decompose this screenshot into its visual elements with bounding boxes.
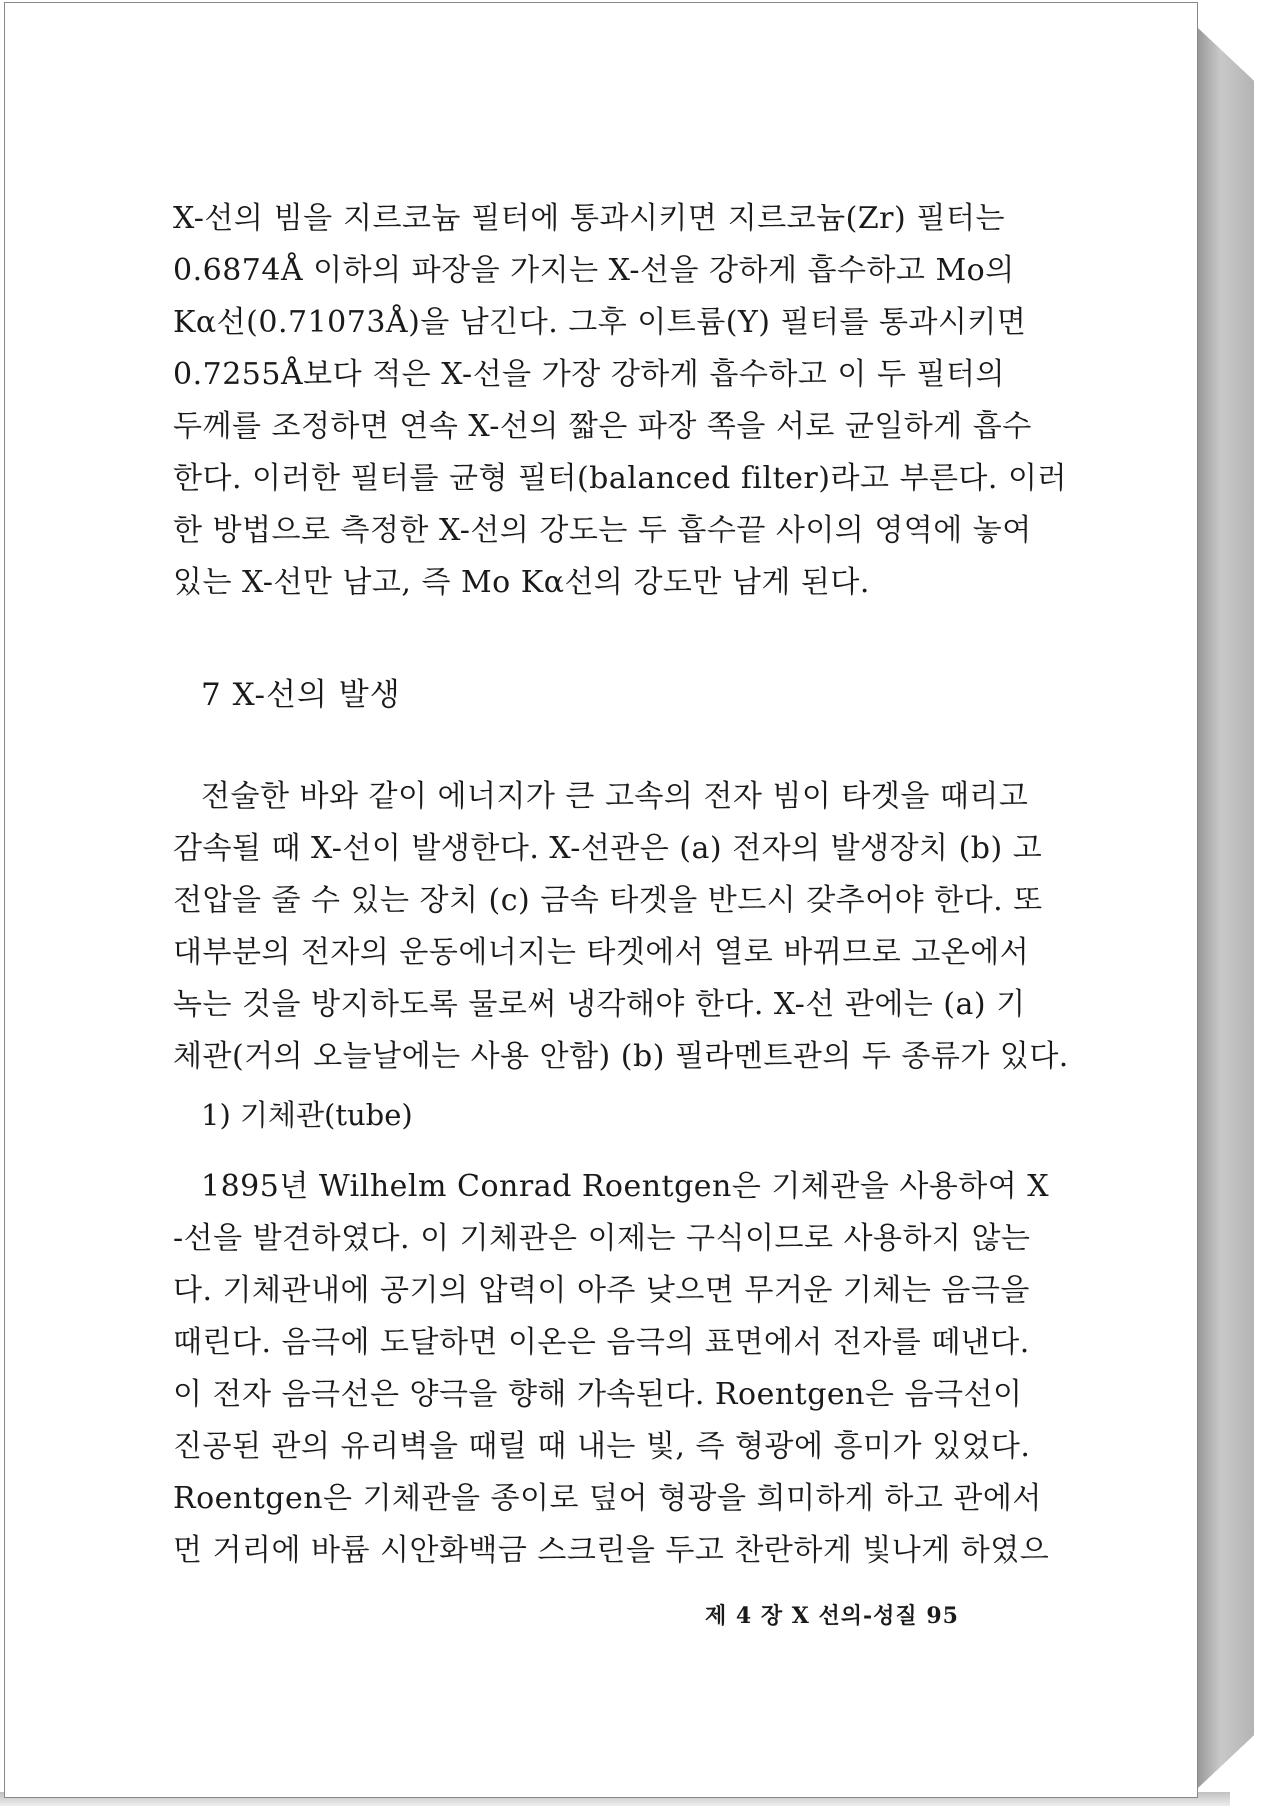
text-line: 먼 거리에 바륨 시안화백금 스크린을 두고 찬란하게 빛나게 하였으 — [173, 1533, 1050, 1568]
text-line: 두께를 조정하면 연속 X-선의 짧은 파장 쪽을 서로 균일하게 흡수 — [173, 409, 1032, 444]
text-line: 이 전자 음극선은 양극을 향해 가속된다. Roentgen은 음극선이 — [173, 1377, 1023, 1412]
text-line: -선을 발견하였다. 이 기체관은 이제는 구식이므로 사용하지 않는 — [173, 1221, 1031, 1256]
text-line: Kα선(0.71073Å)을 남긴다. 그후 이트륨(Y) 필터를 통과시키면 — [173, 305, 1027, 340]
text-line: 감속될 때 X-선이 발생한다. X-선관은 (a) 전자의 발생장치 (b) 고 — [173, 831, 1043, 866]
text-line: 체관(거의 오늘날에는 사용 안함) (b) 필라멘트관의 두 종류가 있다. — [173, 1039, 1069, 1074]
text-line: 한다. 이러한 필터를 균형 필터(balanced filter)라고 부른다. 이러 — [173, 461, 1067, 496]
text-line: 녹는 것을 방지하도록 물로써 냉각해야 한다. X-선 관에는 (a) 기 — [173, 987, 1026, 1022]
text-line: 한 방법으로 측정한 X-선의 강도는 두 흡수끝 사이의 영역에 놓여 — [173, 513, 1032, 548]
text-line: 대부분의 전자의 운동에너지는 타겟에서 열로 바뀌므로 고온에서 — [173, 935, 1030, 970]
text-line: 0.6874Å 이하의 파장을 가지는 X-선을 강하게 흡수하고 Mo의 — [173, 253, 1015, 288]
text-line: 진공된 관의 유리벽을 때릴 때 내는 빛, 즉 형광에 흥미가 있었다. — [173, 1429, 1031, 1464]
text-line: 1895년 Wilhelm Conrad Roentgen은 기체관을 사용하여 X — [201, 1169, 1050, 1204]
text-line: 0.7255Å보다 적은 X-선을 가장 강하게 흡수하고 이 두 필터의 — [173, 357, 1005, 392]
text-line: 때린다. 음극에 도달하면 이온은 음극의 표면에서 전자를 떼낸다. — [173, 1325, 1030, 1360]
book-page — [4, 2, 1198, 1798]
section-heading: 7 X-선의 발생 — [201, 677, 401, 713]
page-stack-edge — [1198, 28, 1254, 1788]
text-line: 전술한 바와 같이 에너지가 큰 고속의 전자 빔이 타겟을 때리고 — [201, 779, 1029, 814]
page-footer: 제 4 장 X 선의-성질 95 — [705, 1603, 959, 1629]
text-line: 다. 기체관내에 공기의 압력이 아주 낮으면 무거운 기체는 음극을 — [173, 1273, 1030, 1308]
text-line: Roentgen은 기체관을 종이로 덮어 형광을 희미하게 하고 관에서 — [173, 1481, 1042, 1516]
text-line: 전압을 줄 수 있는 장치 (c) 금속 타겟을 반드시 갖추어야 한다. 또 — [173, 883, 1043, 918]
text-line: 있는 X-선만 남고, 즉 Mo Kα선의 강도만 남게 된다. — [173, 565, 870, 600]
text-line: X-선의 빔을 지르코늄 필터에 통과시키면 지르코늄(Zr) 필터는 — [173, 201, 1005, 236]
subsection-heading: 1) 기체관(tube) — [201, 1098, 413, 1132]
